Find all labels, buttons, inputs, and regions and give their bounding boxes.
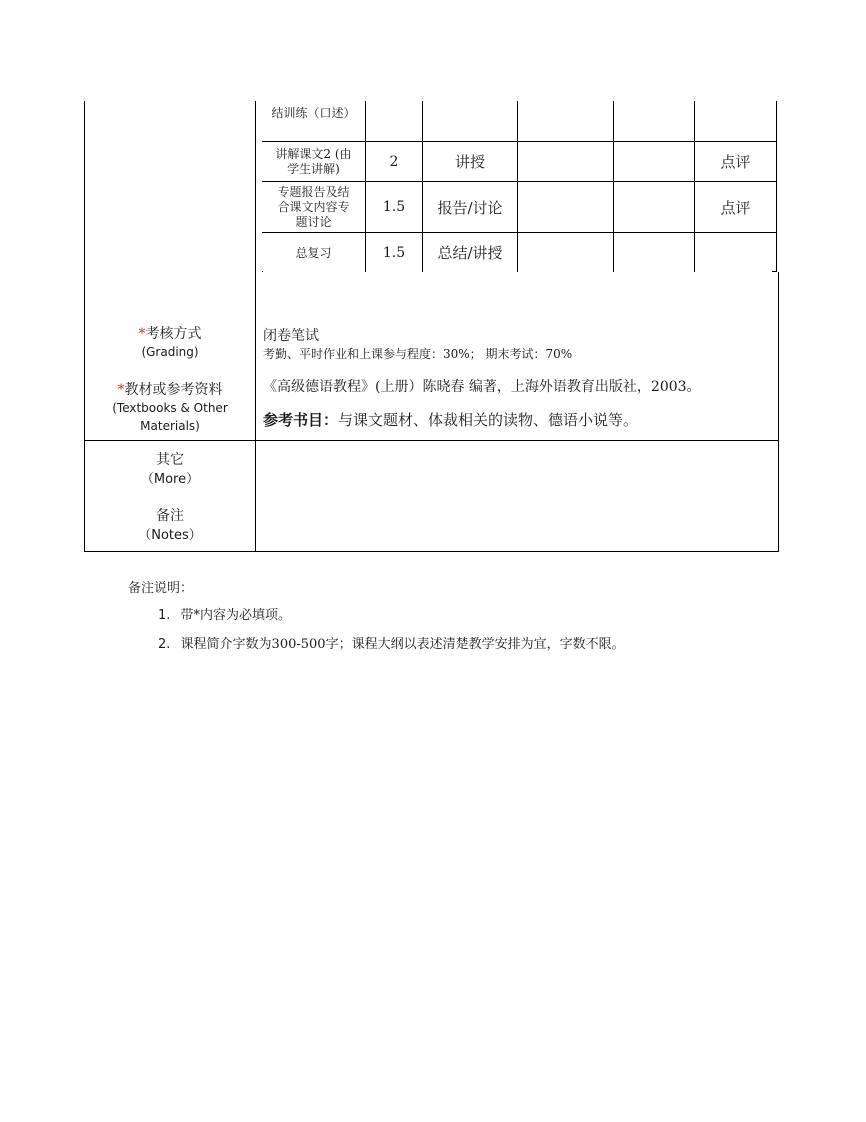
textbook-further-reading: 参考书目：与课文题材、体裁相关的读物、德语小说等。 [263, 411, 639, 429]
outer-right-border-lower [778, 272, 779, 552]
textbook-main-reference: 《高级德语教程》(上册）陈晓春 编著，上海外语教育出版社，2003。 [263, 379, 701, 395]
schedule-row-3-topic: 专题报告及结 合课文内容专 题讨论 [277, 184, 350, 229]
row-divider-more [84, 440, 779, 441]
schedule-row-2-hours: 2 [389, 153, 399, 170]
remarks-item-1: 1. 带*内容为必填项。 [158, 608, 292, 623]
schedule-right-border [776, 101, 777, 272]
more-label: 其它 （More） [140, 452, 200, 487]
schedule-row-2-method: 讲授 [454, 153, 485, 171]
schedule-row-2-topic: 讲解课文2 (由 学生讲解) [275, 146, 352, 176]
grading-line-2: 考勤、平时作业和上课参与程度：30%； 期末考试：70% [263, 347, 573, 361]
schedule-row-3-method: 报告/讨论 [437, 198, 503, 217]
schedule-row-2-assessment: 点评 [720, 153, 751, 171]
schedule-row-3-assessment: 点评 [720, 198, 751, 217]
outer-bottom-border [84, 551, 779, 552]
schedule-row-4-topic: 总复习 [295, 246, 332, 260]
schedule-row-4-hours: 1.5 [382, 244, 406, 261]
remarks-item-2: 2. 课程简介字数为300-500字；课程大纲以表述清楚教学安排为宜，字数不限。 [158, 637, 625, 652]
schedule-bottom-tick-right [772, 271, 777, 272]
grading-label: *考核方式 (Grading) [138, 326, 202, 359]
schedule-col-divider-3 [517, 101, 518, 272]
grading-line-1: 闭卷笔试 [263, 328, 319, 344]
required-star: * [138, 326, 146, 342]
schedule-row-3-hours: 1.5 [382, 199, 406, 215]
outer-left-border [84, 101, 85, 552]
textbooks-label: *教材或参考资料 (Textbooks & Other Materials) [112, 382, 228, 433]
label-column-divider [255, 101, 256, 552]
remarks-title: 备注说明： [128, 581, 194, 596]
required-star: * [117, 382, 125, 398]
notes-label: 备注 （Notes） [138, 508, 202, 543]
schedule-row-1-topic: 结训练（口述） [271, 105, 356, 120]
schedule-row-4-method: 总结/讲授 [437, 244, 503, 262]
schedule-col-divider-4 [613, 101, 614, 272]
